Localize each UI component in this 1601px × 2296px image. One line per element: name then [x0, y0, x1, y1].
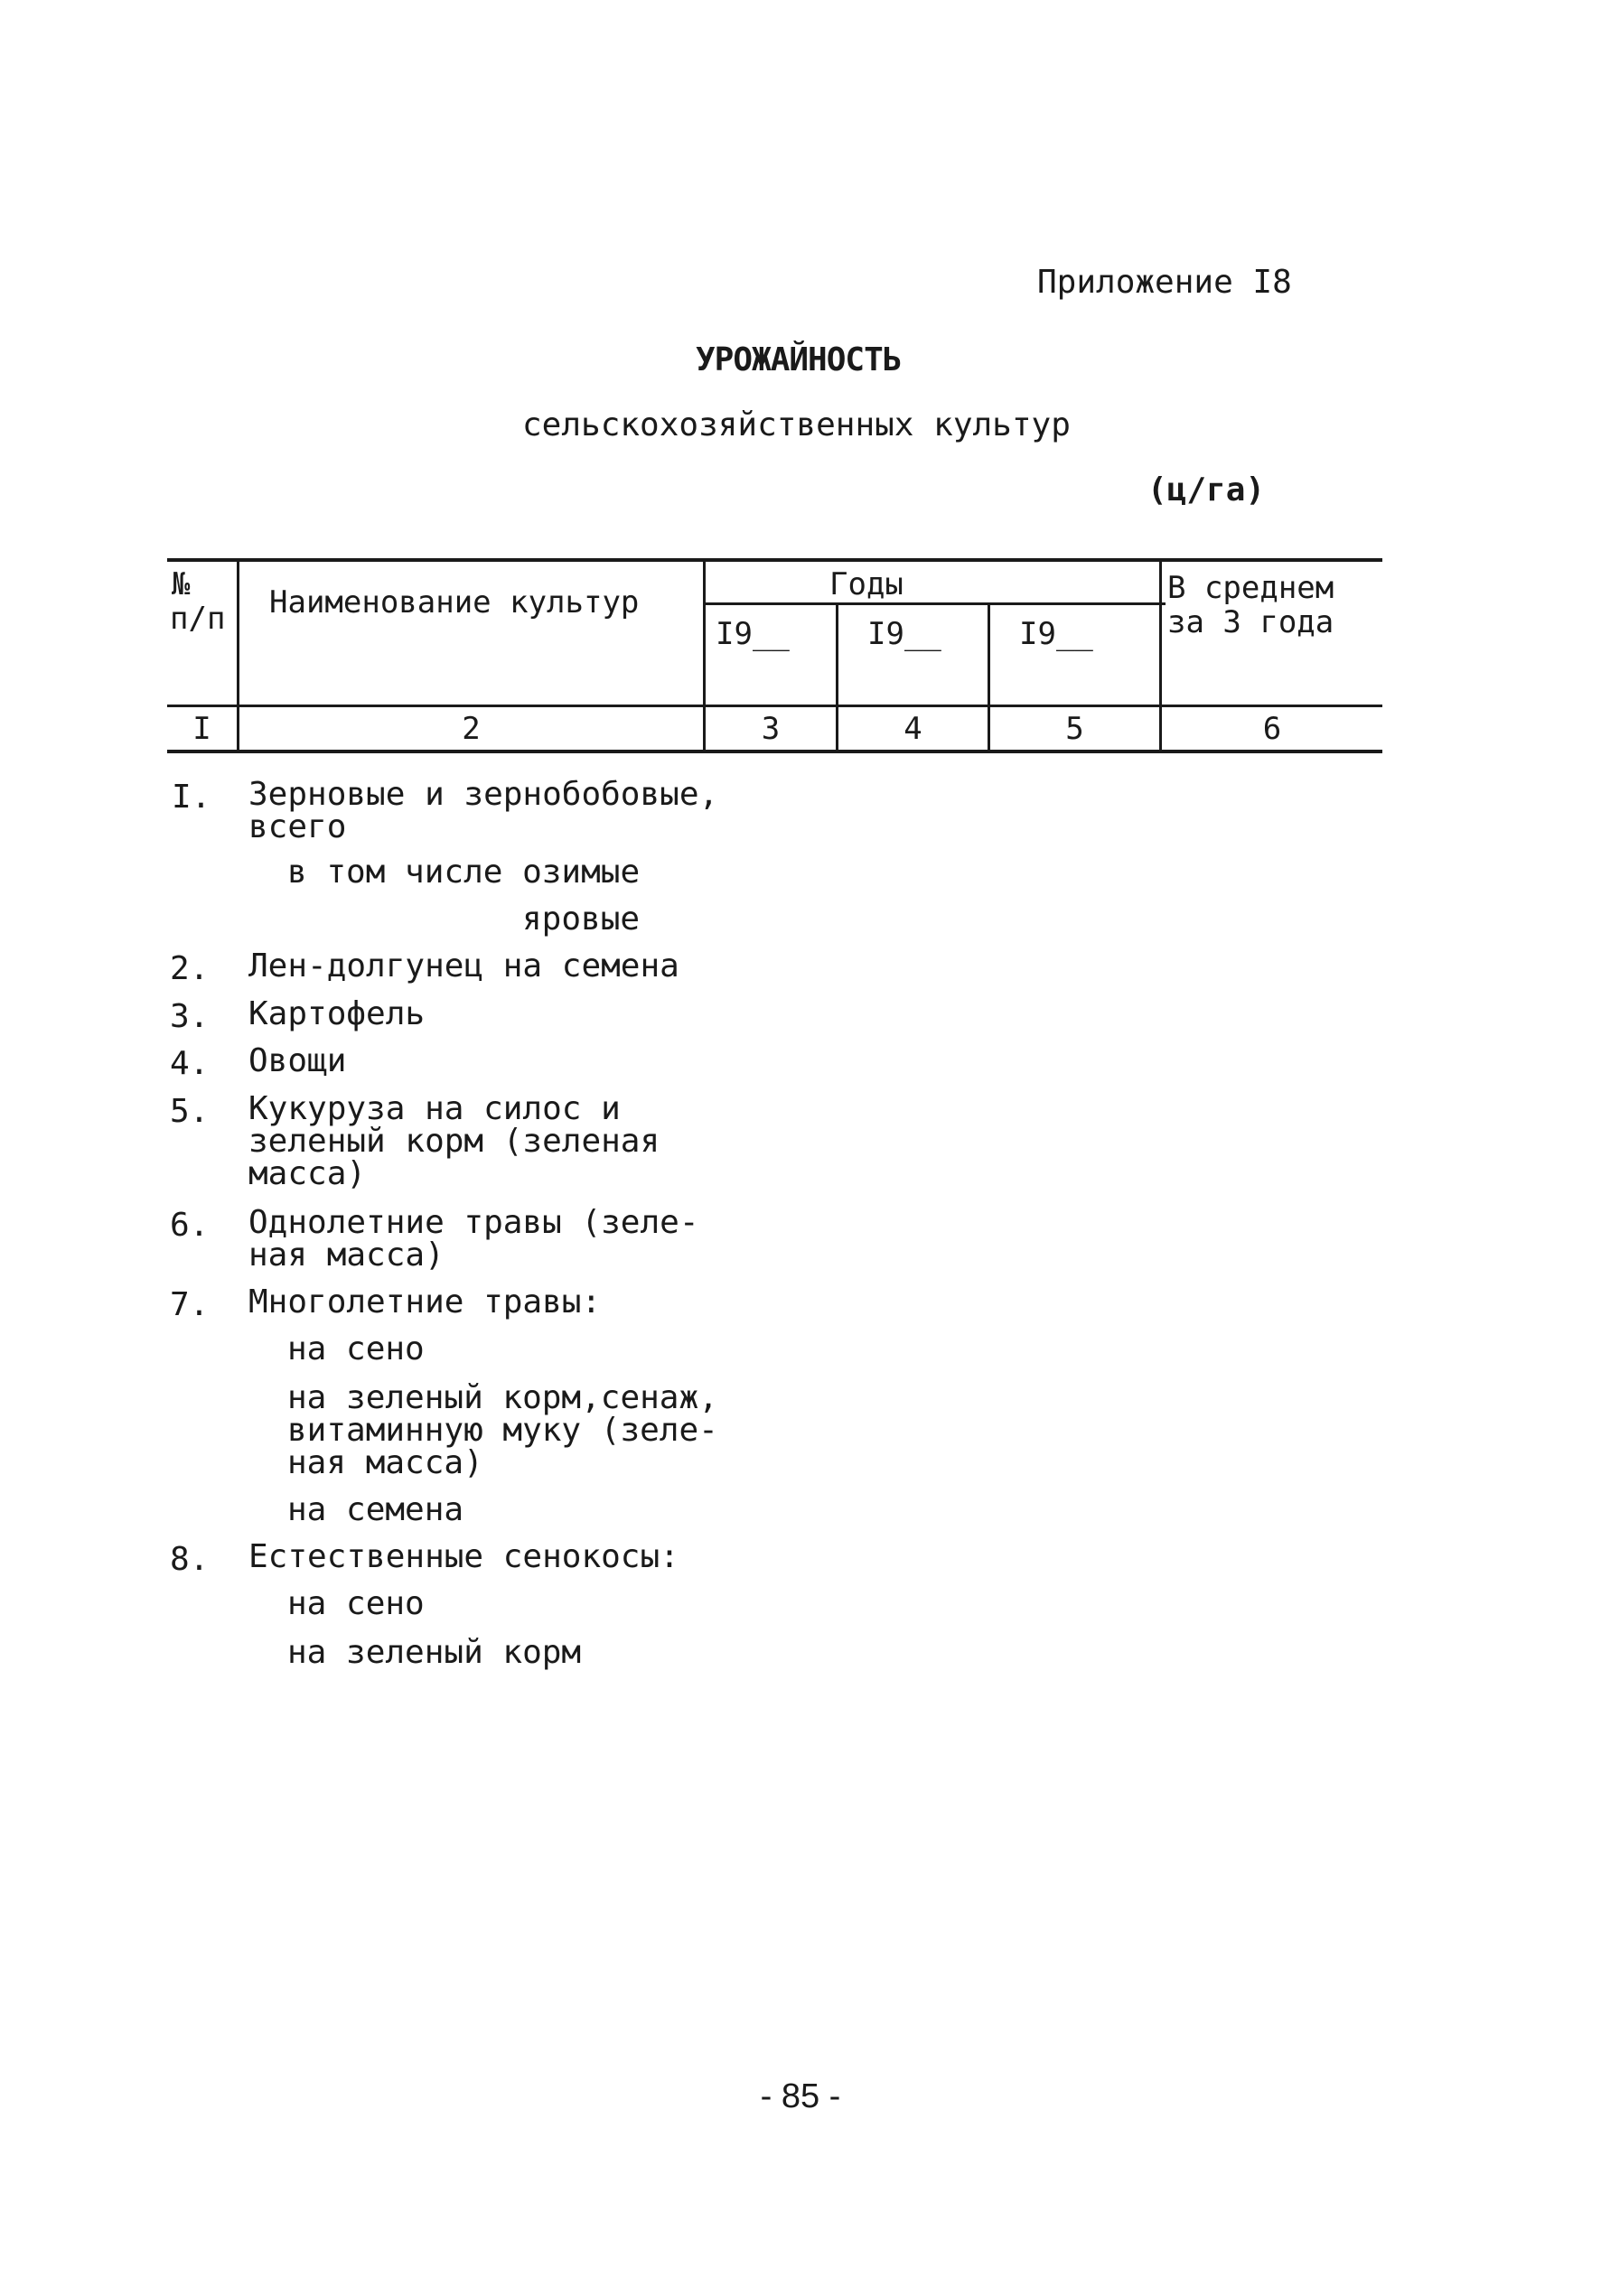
row-7-sub-green-line-3: ная масса) [287, 1444, 483, 1481]
index-cell-5: 5 [1065, 711, 1084, 747]
row-2-line-1: Лен-долгунец на семена [248, 947, 679, 985]
years-rule [705, 602, 1166, 605]
row-1-sub-winter: в том числе озимые [287, 854, 641, 891]
row-6-line-2: ная масса) [248, 1237, 445, 1274]
row-5-line-2: зеленый корм (зеленая [248, 1123, 660, 1160]
col-avg-line1: В среднем [1167, 570, 1334, 606]
row-1-line-2: всего [248, 808, 347, 845]
year-2-header: I9__ [867, 616, 941, 652]
row-6-line-1: Однолетние травы (зеле- [248, 1204, 699, 1241]
index-cell-3: 3 [761, 711, 781, 747]
row-number-7: 7. [170, 1286, 210, 1323]
col-no-line1: № [172, 566, 191, 602]
row-number-3: 3. [170, 998, 210, 1035]
table-top-rule [167, 558, 1382, 562]
page-subtitle: сельскохозяйственных культур [522, 406, 1071, 443]
row-5-line-3: масса) [248, 1155, 367, 1192]
row-8-sub-green: на зеленый корм [287, 1634, 582, 1671]
row-1-sub-spring: яровые [522, 901, 641, 938]
row-number-6: 6. [170, 1207, 210, 1244]
row-7-line-1: Многолетние травы: [248, 1283, 602, 1321]
row-4-line-1: Овощи [248, 1042, 347, 1079]
col-avg-line2: за 3 года [1167, 604, 1334, 640]
col-no-line2: п/п [170, 601, 226, 637]
table-bottom-rule [167, 750, 1382, 753]
row-number-5: 5. [170, 1093, 210, 1130]
page-title: УРОЖАЙНОСТЬ [696, 341, 902, 378]
appendix-label: Приложение I8 [1037, 264, 1292, 301]
col-years-header: Годы [829, 566, 903, 602]
units-label: (ц/га) [1147, 471, 1266, 509]
index-cell-2: 2 [462, 711, 481, 747]
row-5-line-1: Кукуруза на силос и [248, 1090, 621, 1127]
year-1-header: I9__ [716, 616, 790, 652]
row-8-sub-hay: на сено [287, 1585, 425, 1622]
col-name-header: Наименование культур [269, 584, 640, 621]
row-number-1: I. [172, 779, 211, 816]
row-1-line-1: Зерновые и зернобобовые, [248, 776, 719, 813]
row-3-line-1: Картофель [248, 995, 426, 1032]
header-bottom-rule [167, 705, 1382, 707]
index-cell-6: 6 [1262, 711, 1282, 747]
index-cell-4: 4 [903, 711, 922, 747]
row-7-sub-green-line-1: на зеленый корм,сенаж, [287, 1379, 718, 1416]
page-number: - 85 - [760, 2077, 841, 2115]
row-number-4: 4. [170, 1045, 210, 1082]
index-cell-1: I [192, 711, 211, 747]
row-7-sub-hay: на сено [287, 1330, 425, 1367]
row-7-sub-seeds: на семена [287, 1491, 464, 1528]
year-3-header: I9__ [1019, 616, 1093, 652]
row-7-sub-green-line-2: витаминную муку (зеле- [287, 1412, 718, 1449]
row-number-8: 8. [170, 1541, 210, 1578]
row-8-line-1: Естественные сенокосы: [248, 1538, 679, 1575]
row-number-2: 2. [170, 950, 210, 987]
